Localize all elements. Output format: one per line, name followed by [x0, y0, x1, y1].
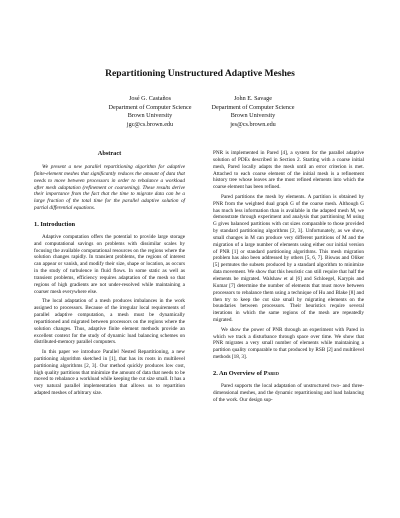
section-heading-system: Pared [263, 369, 279, 377]
abstract-text: We present a new parallel repartitioning algorithm for adaptive finite-element meshes that significantly reduces the amount of data that needs to move between processors in order to rebalance a workload after mesh adaptation (refinement or coarsening). These results derive their importance from the fact that the time to migrate data can be a large fraction of the total time for the parallel adaptive solution of partial differential equations. [34, 164, 185, 212]
section-heading-introduction: 1. Introduction [34, 220, 76, 228]
body-paragraph: PNR is implemented in Pared [4], a system for the parallel adaptive solution of PDEs described in Section 2. Starting with a coarse initial mesh, Pared locally adapts the mesh until an error criterion is met. Attached to each coarse element of the initial mesh is a refinement history tree whose leaves are the most refined elements into which the coarse element has been refined. [213, 150, 364, 191]
paper-title: Repartitioning Unstructured Adaptive Meshes [105, 68, 295, 79]
author-name: José G. Castaños [128, 95, 172, 102]
author-name: John E. Savage [234, 95, 272, 102]
body-paragraph: Pared partitions the mesh by elements. A partition is obtained by PNR from the weighted dual graph G of the coarse mesh. Although G has much less information than is available in the adapted mesh M, we demonstrate through experiment and analysis that partitioning M using G gives balanced partitions with cut sizes comparable to those provided by standard partitioning algorithms [2, 3]. Unfortunately, as we show, small changes in M can produce very different partitions of M and the migration of a large number of elements using either our initial version of PNR [1] or standard partitioning algorithms. This mesh migration problem has also been addressed by others [5, 6, 7]. Biswas and Oliker [5] permutes the subsets produced by a standard algorithm to minimize data movement. We show that this heuristic can still require that half the elements be migrated. Walshaw et al [6] and Schloegel, Karypis and Kumar [7] determine the number of elements that must move between processors to rebalance them using a technique of Hu and Blake [8] and then try to keep the cut size small by migrating elements on the boundaries between processors. Their heuristics require several iterations in which the same regions of the mesh are repeatedly migrated. [213, 193, 364, 324]
author-email: jes@cs.brown.edu [230, 121, 276, 129]
author-university: Brown University [230, 112, 276, 120]
author-block-savage [183, 95, 323, 130]
right-column [213, 150, 364, 406]
left-column [34, 150, 185, 400]
body-paragraph: Pared supports the local adaptation of unstructured two- and three-dimensional meshes, and the dynamic repartitioning and load balancing of the work. Our design sup- [213, 382, 364, 403]
author-department: Department of Computer Science [211, 103, 295, 111]
abstract-heading: Abstract [97, 150, 122, 157]
author-department: Department of Computer Science [108, 103, 192, 111]
intro-paragraph: The local adaptation of a mesh produces imbalances in the work assigned to processors. Because of the irregular local requirements of parallel adaptive computation, a mesh must be dynamically repartitioned and migrated between processors on the regions where the solution changes. Thus, adaptive finite element methods provide an excellent context for the study of dynamic load balancing schemes on distributed-memory parallel computers. [34, 298, 185, 346]
section-heading-prefix: 2. An Overview of [213, 369, 264, 377]
author-university: Brown University [127, 112, 173, 120]
intro-paragraph: Adaptive computation offers the potential to provide large storage and computational savings on problems with dissimilar scales by focusing the available computational resources on the regions where the solution changes rapidly. In transient problems, the regions of interest can appear or vanish, and modify their size, shape or location, as occurs in the study of turbulence in fluid flows. In some static as well as transient problems, efficiency requires adaptation of the mesh so that regions of high gradients are not under-resolved while maintaining a coarser mesh everywhere else. [34, 233, 185, 295]
body-paragraph: We show the power of PNR through an experiment with Pared in which we track a disturbance through space over time. We show that PNR migrates a very small number of elements while maintaining a partition quality comparable to that produced by RSB [2] and multilevel methods [18, 3]. [213, 326, 364, 361]
intro-paragraph: In this paper we introduce Parallel Nested Repartitioning, a new partitioning algorithm sketched in [1], that has its roots in multilevel partitioning algorithms [2, 3]. Our method quickly produces low cost, high quality partitions that minimize the amount of data that needs to be moved to rebalance a workload while keeping the cut size small. It has a very natural parallel implementation that allows us to repartition adapted meshes of arbitrary size. [34, 349, 185, 397]
section-heading-overview [213, 370, 364, 377]
author-email: jgc@cs.brown.edu [126, 121, 174, 129]
